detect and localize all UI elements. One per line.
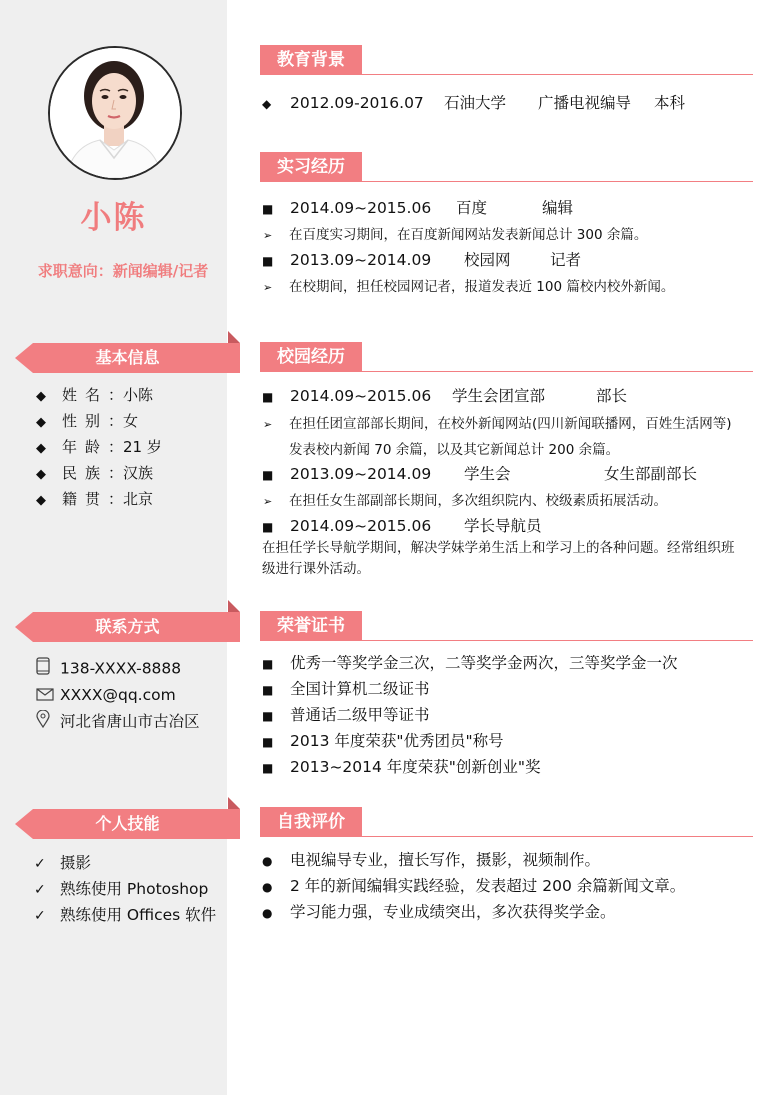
entry-org: 学生会团宣部 [452,387,546,405]
education-major: 广播电视编导 [538,94,632,112]
skill-item: ✓ 熟练使用 Offices 软件 [34,904,216,926]
diamond-icon: ◆ [36,441,46,456]
entry-org: 学生会 [464,465,511,483]
square-bullet-icon: ■ [262,683,274,697]
square-bullet-icon: ■ [262,735,274,749]
section-title: 校园经历 [260,342,362,372]
arrow-bullet-icon: ➢ [263,229,273,242]
profile-photo [48,46,182,180]
honor-item: ■ 优秀一等奖学金三次，二等奖学金两次，三等奖学金一次 [262,652,678,674]
entry-desc: 在担任学长导航学期间，解决学妹学弟生活上和学习上的各种问题。经常组织班 [262,540,735,556]
check-icon: ✓ [34,908,46,924]
entry-org: 校园网 [464,251,511,269]
section-header-contact [15,612,240,642]
entry-desc: ➢ 在校期间，担任校园网记者，报道发表近 100 篇校内校外新闻。 [263,277,674,297]
location-pin-icon [36,710,60,734]
diamond-icon: ◆ [36,467,46,482]
arrow-bullet-icon: ➢ [263,418,273,431]
entry-role: 部长 [596,387,628,405]
divider [260,836,753,837]
square-bullet-icon: ■ [262,520,274,534]
square-bullet-icon: ■ [262,709,274,723]
section-header-basic-info [15,343,240,373]
dot-bullet-icon: ● [262,854,273,868]
skill-item: ✓ 摄影 [34,852,91,874]
info-row-age: ◆ 年龄：21 岁 [36,436,162,458]
self-eval-item: ● 学习能力强，专业成绩突出，多次获得奖学金。 [262,901,616,923]
section-header-campus [260,342,753,374]
dot-bullet-icon: ● [262,906,273,920]
arrow-bullet-icon: ➢ [263,495,273,508]
section-title: 实习经历 [260,152,362,182]
entry-role: 编辑 [542,199,574,217]
section-header-self-evaluation [260,807,753,839]
education-row [262,92,290,114]
arrow-bullet-icon: ➢ [263,281,273,294]
diamond-icon: ◆ [36,389,46,404]
diamond-icon: ◆ [262,97,272,111]
contact-email: XXXX@qq.com [36,684,176,706]
self-eval-item: ● 2 年的新闻编辑实践经验，发表超过 200 余篇新闻文章。 [262,875,685,897]
honor-item: ■ 普通话二级甲等证书 [262,704,430,726]
square-bullet-icon: ■ [262,468,274,482]
section-title: 联系方式 [95,617,160,636]
section-header-skills [15,809,240,839]
avatar-portrait [50,48,180,178]
entry-org: 百度 [456,199,488,217]
section-title: 荣誉证书 [260,611,362,641]
honor-item: ■ 2013~2014 年度荣获"创新创业"奖 [262,756,541,778]
education-degree: 本科 [654,94,686,112]
job-intent: 求职意向：新闻编辑/记者 [37,262,209,280]
envelope-icon [36,685,60,707]
skill-item: ✓ 熟练使用 Photoshop [34,878,208,900]
check-icon: ✓ [34,856,46,872]
contact-address: 河北省唐山市古冶区 [36,710,200,732]
section-title: 基本信息 [95,348,160,367]
education-period: 2012.09-2016.07 [290,94,424,112]
section-title: 个人技能 [95,814,160,833]
section-title: 教育背景 [260,45,362,75]
entry-period: 2013.09~2014.09 [290,251,432,269]
divider [260,640,753,641]
divider [260,371,753,372]
square-bullet-icon: ■ [262,657,274,671]
info-row-origin: ◆ 籍贯：北京 [36,488,153,510]
entry-period: 2014.09~2015.06 [290,517,432,535]
square-bullet-icon: ■ [262,761,274,775]
section-header-internship [260,152,753,184]
section-title: 自我评价 [260,807,362,837]
entry-desc: ➢ 在担任团宣部部长期间，在校外新闻网站(四川新闻联播网，百姓生活网等) [263,414,732,434]
square-bullet-icon: ■ [262,254,274,268]
entry-role: 记者 [550,251,582,269]
entry-period: 2013.09~2014.09 [290,465,432,483]
entry-desc: ➢ 在百度实习期间，在百度新闻网站发表新闻总计 300 余篇。 [263,225,647,245]
diamond-icon: ◆ [36,493,46,508]
honor-item: ■ 2013 年度荣获"优秀团员"称号 [262,730,504,752]
dot-bullet-icon: ● [262,880,273,894]
section-header-honors [260,611,753,643]
entry-desc: ➢ 在担任女生部副部长期间，多次组织院内、校级素质拓展活动。 [263,491,667,511]
entry-desc-continued: 级进行课外活动。 [262,561,370,577]
entry-role: 女生部副部长 [604,465,698,483]
entry-desc-continued: 发表校内新闻 70 余篇，以及其它新闻总计 200 余篇。 [289,442,620,458]
square-bullet-icon: ■ [262,390,274,404]
diamond-icon: ◆ [36,415,46,430]
section-header-education [260,45,753,77]
self-eval-item: ● 电视编导专业，擅长写作，摄影，视频制作。 [262,849,600,871]
education-school: 石油大学 [444,94,507,112]
square-bullet-icon: ■ [262,202,274,216]
contact-phone: 138-XXXX-8888 [36,657,181,679]
honor-item: ■ 全国计算机二级证书 [262,678,430,700]
entry-period: 2014.09~2015.06 [290,387,432,405]
phone-icon [36,657,60,681]
entry-org: 学长导航员 [464,517,542,535]
divider [260,181,753,182]
divider [260,74,753,75]
profile-name: 小陈 [80,200,147,236]
check-icon: ✓ [34,882,46,898]
info-row-ethnicity: ◆ 民族：汉族 [36,462,153,484]
info-row-name: ◆ 姓名：小陈 [36,384,153,406]
entry-period: 2014.09~2015.06 [290,199,432,217]
info-row-gender: ◆ 性别：女 [36,410,138,432]
